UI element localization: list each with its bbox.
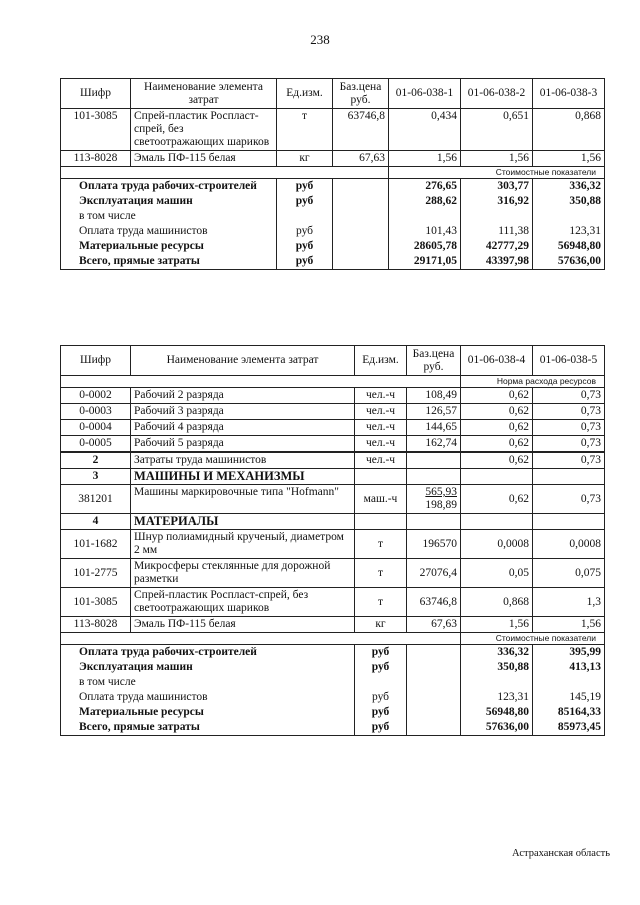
summary-row <box>61 660 605 675</box>
value-cell: 0,62 <box>461 485 533 514</box>
subheader-row <box>61 376 605 388</box>
summary-name-cell: Эксплуатация машин <box>61 660 355 675</box>
col-header-price: Баз.цена руб. <box>333 79 389 109</box>
value-cell: 85973,45 <box>533 720 605 736</box>
unit-cell: маш.-ч <box>355 485 407 514</box>
code-cell: 0-0005 <box>61 436 131 453</box>
name-cell: Рабочий 3 разряда <box>131 404 355 420</box>
value-cell <box>533 675 605 690</box>
cost-indicators-label: Стоимостные показатели <box>389 167 605 179</box>
value-cell <box>461 209 533 224</box>
col-header-038-5: 01-06-038-5 <box>533 346 605 376</box>
table-row <box>61 530 605 559</box>
value-cell: 0,73 <box>533 420 605 436</box>
value-cell: 0,434 <box>389 109 461 151</box>
value-cell: 123,31 <box>461 690 533 705</box>
resource-table-2 <box>60 345 605 736</box>
summary-row <box>61 720 605 736</box>
col-header-unit: Ед.изм. <box>277 79 333 109</box>
value-cell: 395,99 <box>533 645 605 661</box>
table-row <box>61 436 605 453</box>
value-cell: 288,62 <box>389 194 461 209</box>
summary-name-cell: Материальные ресурсы <box>61 239 277 254</box>
value-cell: 0,73 <box>533 404 605 420</box>
value-cell: 0,62 <box>461 436 533 453</box>
value-cell: 350,88 <box>533 194 605 209</box>
summary-row <box>61 645 605 661</box>
value-cell: 1,56 <box>389 151 461 167</box>
section-row <box>61 469 605 485</box>
price-cell: 67,63 <box>333 151 389 167</box>
empty-cell <box>407 469 461 485</box>
name-cell: Рабочий 5 разряда <box>131 436 355 453</box>
unit-cell <box>355 675 407 690</box>
empty-cell <box>407 690 461 705</box>
value-cell: 276,65 <box>389 179 461 195</box>
unit-cell: чел.-ч <box>355 388 407 404</box>
code-cell: 0-0003 <box>61 404 131 420</box>
table-row <box>61 485 605 514</box>
value-cell: 123,31 <box>533 224 605 239</box>
table1-header-row <box>61 79 605 109</box>
summary-name-cell: в том числе <box>61 209 277 224</box>
unit-cell: руб <box>277 194 333 209</box>
empty-cell <box>333 239 389 254</box>
empty-cell <box>355 469 407 485</box>
code-cell: 101-3085 <box>61 109 131 151</box>
value-cell: 56948,80 <box>461 705 533 720</box>
value-cell: 0,73 <box>533 436 605 453</box>
value-cell: 350,88 <box>461 660 533 675</box>
value-cell: 1,56 <box>533 617 605 633</box>
table-row <box>61 420 605 436</box>
value-cell: 111,38 <box>461 224 533 239</box>
empty-price-cell <box>407 452 461 469</box>
summary-row <box>61 705 605 720</box>
empty-cell <box>333 224 389 239</box>
value-cell: 28605,78 <box>389 239 461 254</box>
code-cell: 381201 <box>61 485 131 514</box>
unit-cell: руб <box>355 705 407 720</box>
code-cell: 113-8028 <box>61 617 131 633</box>
col-header-038-3: 01-06-038-3 <box>533 79 605 109</box>
value-cell: 56948,80 <box>533 239 605 254</box>
summary-row <box>61 239 605 254</box>
empty-cell <box>333 194 389 209</box>
summary-name-cell: Оплата труда рабочих-строителей <box>61 179 277 195</box>
value-cell: 57636,00 <box>461 720 533 736</box>
unit-cell: руб <box>277 239 333 254</box>
code-cell: 0-0002 <box>61 388 131 404</box>
unit-cell: т <box>277 109 333 151</box>
empty-cell <box>61 633 461 645</box>
table-row <box>61 559 605 588</box>
unit-cell: чел.-ч <box>355 436 407 453</box>
code-cell: 101-2775 <box>61 559 131 588</box>
name-cell: Эмаль ПФ-115 белая <box>131 151 277 167</box>
summary-row <box>61 209 605 224</box>
empty-cell <box>461 514 533 530</box>
unit-cell: кг <box>277 151 333 167</box>
empty-cell <box>533 469 605 485</box>
value-cell: 29171,05 <box>389 254 461 270</box>
section-title-cell: МАШИНЫ И МЕХАНИЗМЫ <box>131 469 355 485</box>
name-cell: Эмаль ПФ-115 белая <box>131 617 355 633</box>
empty-cell <box>333 179 389 195</box>
value-cell: 336,32 <box>461 645 533 661</box>
col-header-price: Баз.цена руб. <box>407 346 461 376</box>
value-cell: 42777,29 <box>461 239 533 254</box>
summary-name-cell: Оплата труда машинистов <box>61 224 277 239</box>
region-footer: Астраханская область <box>512 848 610 859</box>
table-row <box>61 617 605 633</box>
empty-cell <box>407 720 461 736</box>
col-header-038-4: 01-06-038-4 <box>461 346 533 376</box>
price-cell: 63746,8 <box>407 588 461 617</box>
name-cell: Спрей-пластик Роспласт-спрей, без светоотражающих шариков <box>131 109 277 151</box>
empty-cell <box>355 514 407 530</box>
summary-row <box>61 254 605 270</box>
value-cell: 0,651 <box>461 109 533 151</box>
price-cell: 27076,4 <box>407 559 461 588</box>
name-cell: Машины маркировочные типа "Hofmann" <box>131 485 355 514</box>
col-header-name: Наименование элемента затрат <box>131 346 355 376</box>
summary-name-cell: Материальные ресурсы <box>61 705 355 720</box>
value-cell: 0,62 <box>461 452 533 469</box>
value-cell: 0,05 <box>461 559 533 588</box>
unit-cell: руб <box>277 179 333 195</box>
value-cell: 0,075 <box>533 559 605 588</box>
summary-row <box>61 194 605 209</box>
value-cell: 145,19 <box>533 690 605 705</box>
price-cell <box>407 485 461 514</box>
unit-cell: руб <box>355 720 407 736</box>
summary-row <box>61 690 605 705</box>
col-header-unit: Ед.изм. <box>355 346 407 376</box>
table-row <box>61 588 605 617</box>
summary-row <box>61 224 605 239</box>
table-row <box>61 404 605 420</box>
unit-cell: руб <box>277 254 333 270</box>
price-cell: 144,65 <box>407 420 461 436</box>
cost-indicators-label: Стоимостные показатели <box>461 633 605 645</box>
unit-cell: руб <box>355 645 407 661</box>
value-cell: 1,56 <box>461 617 533 633</box>
empty-cell <box>407 675 461 690</box>
price-cell: 196570 <box>407 530 461 559</box>
resource-table-1 <box>60 78 605 270</box>
value-cell: 413,13 <box>533 660 605 675</box>
summary-name-cell: Всего, прямые затраты <box>61 254 277 270</box>
table2-header-row <box>61 346 605 376</box>
value-cell: 43397,98 <box>461 254 533 270</box>
page-number: 238 <box>310 32 330 47</box>
value-cell: 1,56 <box>461 151 533 167</box>
value-cell: 0,0008 <box>533 530 605 559</box>
code-cell: 2 <box>61 452 131 469</box>
empty-cell <box>461 469 533 485</box>
value-cell <box>533 209 605 224</box>
value-cell: 57636,00 <box>533 254 605 270</box>
value-cell: 85164,33 <box>533 705 605 720</box>
value-cell <box>389 209 461 224</box>
code-cell: 101-3085 <box>61 588 131 617</box>
unit-cell: чел.-ч <box>355 420 407 436</box>
col-header-038-2: 01-06-038-2 <box>461 79 533 109</box>
unit-cell: т <box>355 559 407 588</box>
summary-row <box>61 179 605 195</box>
empty-cell <box>333 254 389 270</box>
summary-name-cell: в том числе <box>61 675 355 690</box>
price-value: 565,93 <box>425 486 457 498</box>
summary-name-cell: Оплата труда рабочих-строителей <box>61 645 355 661</box>
table-row <box>61 151 605 167</box>
table-row <box>61 388 605 404</box>
code-cell: 0-0004 <box>61 420 131 436</box>
name-cell: Затраты труда машинистов <box>131 452 355 469</box>
section-code-cell: 4 <box>61 514 131 530</box>
summary-name-cell: Эксплуатация машин <box>61 194 277 209</box>
col-header-code: Шифр <box>61 346 131 376</box>
value-cell: 0,62 <box>461 388 533 404</box>
unit-cell: т <box>355 530 407 559</box>
empty-cell <box>61 376 461 388</box>
section-row <box>61 514 605 530</box>
name-cell: Шнур полиамидный крученый, диаметром 2 мм <box>131 530 355 559</box>
empty-cell <box>407 645 461 661</box>
section-code-cell: 3 <box>61 469 131 485</box>
unit-cell: т <box>355 588 407 617</box>
table-row <box>61 452 605 469</box>
empty-cell <box>407 514 461 530</box>
name-cell: Рабочий 2 разряда <box>131 388 355 404</box>
price-cell: 67,63 <box>407 617 461 633</box>
empty-cell <box>533 514 605 530</box>
summary-row <box>61 675 605 690</box>
value-cell: 0,73 <box>533 452 605 469</box>
name-cell: Микросферы стеклянные для дорожной разметки <box>131 559 355 588</box>
table-row <box>61 109 605 151</box>
subheader-row <box>61 633 605 645</box>
value-cell: 1,3 <box>533 588 605 617</box>
col-header-name: Наименование элемента затрат <box>131 79 277 109</box>
value-cell: 101,43 <box>389 224 461 239</box>
value-cell: 0,868 <box>461 588 533 617</box>
unit-cell: руб <box>277 224 333 239</box>
summary-name-cell: Оплата труда машинистов <box>61 690 355 705</box>
empty-cell <box>407 705 461 720</box>
code-cell: 113-8028 <box>61 151 131 167</box>
name-cell: Спрей-пластик Роспласт-спрей, без светоотражающих шариков <box>131 588 355 617</box>
subheader-row <box>61 167 605 179</box>
section-title-cell: МАТЕРИАЛЫ <box>131 514 355 530</box>
unit-cell: руб <box>355 660 407 675</box>
unit-cell: чел.-ч <box>355 404 407 420</box>
price-cell: 126,57 <box>407 404 461 420</box>
unit-cell <box>277 209 333 224</box>
value-cell: 316,92 <box>461 194 533 209</box>
price-cell: 162,74 <box>407 436 461 453</box>
value-cell: 303,77 <box>461 179 533 195</box>
col-header-038-1: 01-06-038-1 <box>389 79 461 109</box>
price-cell: 63746,8 <box>333 109 389 151</box>
summary-name-cell: Всего, прямые затраты <box>61 720 355 736</box>
unit-cell: руб <box>355 690 407 705</box>
value-cell: 336,32 <box>533 179 605 195</box>
empty-cell <box>333 209 389 224</box>
price-cell: 108,49 <box>407 388 461 404</box>
unit-cell: чел.-ч <box>355 452 407 469</box>
unit-cell: кг <box>355 617 407 633</box>
value-cell: 0,868 <box>533 109 605 151</box>
price-value: 198,89 <box>425 499 457 511</box>
value-cell <box>461 675 533 690</box>
value-cell: 0,62 <box>461 420 533 436</box>
norm-label: Норма расхода ресурсов <box>461 376 605 388</box>
value-cell: 0,62 <box>461 404 533 420</box>
code-cell: 101-1682 <box>61 530 131 559</box>
value-cell: 0,73 <box>533 485 605 514</box>
name-cell: Рабочий 4 разряда <box>131 420 355 436</box>
value-cell: 1,56 <box>533 151 605 167</box>
empty-cell <box>61 167 389 179</box>
value-cell: 0,0008 <box>461 530 533 559</box>
value-cell: 0,73 <box>533 388 605 404</box>
col-header-code: Шифр <box>61 79 131 109</box>
empty-cell <box>407 660 461 675</box>
